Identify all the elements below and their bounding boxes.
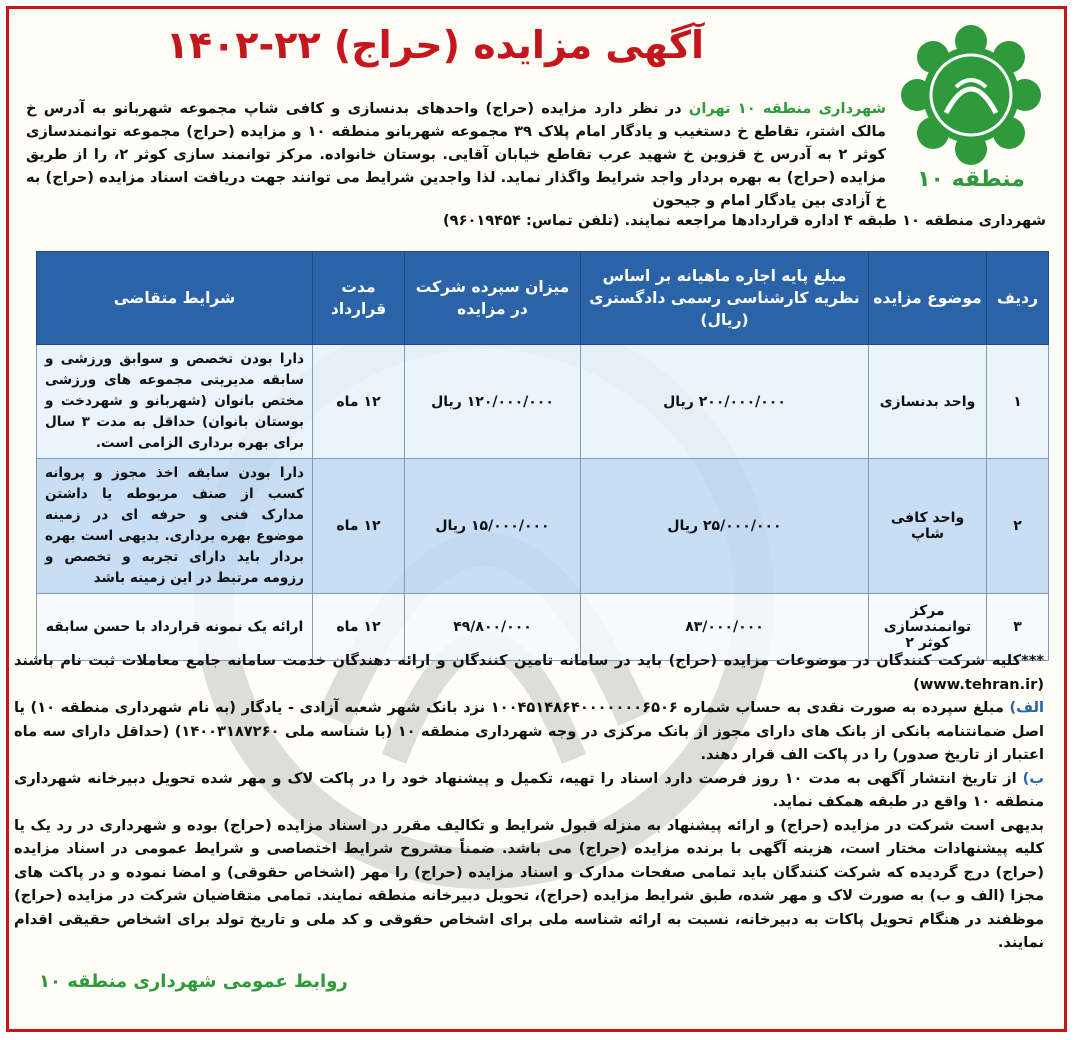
footer-signature: روابط عمومی شهرداری منطقه ۱۰ [39,971,348,992]
cell-duration: ۱۲ ماه [313,594,405,661]
header-duration: مدت قرارداد [313,252,405,345]
note-registration: ***کلیه شرکت کنندگان در موضوعات مزایده (حراج) باید در سامانه تامین کنندگان و ارائه دهندگان خدمت سامانه جامع معاملات ثبت نام باشند (www.tehran.ir) [14,652,1044,693]
cell-base-price: ۸۳/۰۰۰/۰۰۰ [581,594,869,661]
cell-subject: مرکز توانمندسازی کوثر ۲ [869,594,987,661]
header-conditions: شرایط متقاضی [37,252,313,345]
cell-base-price: ۲۵/۰۰۰/۰۰۰ ریال [581,459,869,594]
cell-duration: ۱۲ ماه [313,459,405,594]
ad-title: آگهی مزایده (حراج) ۲۲-۱۴۰۲ [165,23,704,67]
note-a-label: الف) [1009,699,1044,716]
cell-conditions: دارا بودن تخصص و سوابق ورزشی و سابقه مدیریتی مجموعه های ورزشی مختص بانوان (شهربانو و شهردخت و بوستان بانوان) حداقل به مدت ۳ سال برای بهره برداری الزامی است. [37,345,313,459]
cell-subject: واحد کافی شاپ [869,459,987,594]
note-b-text: از تاریخ انتشار آگهی به مدت ۱۰ روز فرصت دارد اسناد را تهیه، تکمیل و پیشنهاد خود را در پاکت لاک و مهر شده تحویل دبیرخانه شهرداری منطقه ۱۰ واقع در طبقه همکف نماید. [14,769,1044,810]
cell-row-number: ۲ [987,459,1049,594]
header-row-number: ردیف [987,252,1049,345]
note-a-text: مبلغ سپرده به صورت نقدی به حساب شماره ۱۰۰۴۵۱۴۸۶۴۰۰۰۰۰۰۰۶۵۰۶ نزد بانک شهر شعبه آزادی - یادگار (به نام شهرداری منطقه ۱۰) یا اصل ضمانتنامه بانکی از بانک های دارای مجوز از بانک مرکزی در وجه شهرداری منطقه ۱۰ (با شناسه ملی ۱۴۰۰۳۱۸۷۲۶۰) (حداقل دارای سه ماه اعتبار از تاریخ صدور) را در پاکت الف قرار دهند. [14,699,1044,763]
region-label: منطقه ۱۰ [917,167,1025,192]
note-a [14,696,1044,767]
auction-table [36,251,1049,661]
cell-deposit: ۱۵/۰۰۰/۰۰۰ ریال [405,459,581,594]
cell-deposit: ۱۲۰/۰۰۰/۰۰۰ ریال [405,345,581,459]
intro-paragraph [26,97,886,212]
cell-conditions: دارا بودن سابقه اخذ مجوز و پروانه کسب از صنف مربوطه یا داشتن مدارک فنی و حرفه ای در زمینه موضوع بهره برداری. بدیهی است بهره بردار باید دارای تجربه و تخصص و رزومه مرتبط در این زمینه باشد [37,459,313,594]
header-base-price: مبلغ پایه اجاره ماهیانه بر اساس نظریه کارشناسی رسمی دادگستری (ریال) [581,252,869,345]
header-deposit: میزان سپرده شرکت در مزایده [405,252,581,345]
note-general: بدیهی است شرکت در مزایده (حراج) و ارائه پیشنهاد به منزله قبول شرایط و تکالیف مقرر در اسناد مزایده (حراج) بوده و شهرداری در رد یک یا کلیه پیشنهادات مختار است، هزینه آگهی با برنده مزایده (حراج) می باشد. ضمناً مشروح شرایط اختصاصی و شرایط عمومی در اسناد مزایده (حراج) درج گردیده که شرکت کنندگان باید تمامی صفحات مدارک و اسناد مزایده (حراج) را مهر (اشخاص حقوقی) و امضا نموده و در پاکت های مجزا (الف و ب) به صورت لاک و مهر شده، طبق شرایط مزایده (حراج)، تحویل دبیرخانه منطقه نمایند. تمامی متقاضیان شرکت در مزایده (حراج) موظفند در هنگام تحویل پاکات به دبیرخانه، نسبت به ارائه شناسه ملی برای اشخاص حقوقی و کد ملی و تاریخ تولد برای اشخاص حقیقی اقدام نمایند. [14,816,1044,951]
table-row [37,459,1049,594]
note-b [14,767,1044,814]
table-row [37,345,1049,459]
duration-marker: ۱۲ ماه [336,393,381,410]
header-subject: موضوع مزایده [869,252,987,345]
tehran-municipality-emblem-icon [901,25,1041,165]
cell-duration [313,345,405,459]
intro-highlight: شهرداری منطقه ۱۰ تهران [688,100,886,117]
intro-text: در نظر دارد مزایده (حراج) واحدهای بدنسازی و کافی شاپ مجموعه شهربانو به آدرس خ مالک اشتر، تقاطع خ دستغیب و یادگار امام پلاک ۳۹ مجموعه شهربانو منطقه ۱۰ و مزایده (حراج) مجموعه توانمندسازی کوثر ۲ به آدرس خ قزوین خ شهید عرب تقاطع خیابان آقایی. بوستان خانواده. مرکز توانمند سازی کوثر ۲، را از طریق مزایده (حراج) به بهره بردار واجد شرایط واگذار نماید. لذا واجدین شرایط می توانند جهت دریافت اسناد مزایده (حراج) به خ آزادی بین یادگار امام و جیحون [26,100,886,209]
intro-contact-line: شهرداری منطقه ۱۰ طبقه ۴ اداره قراردادها مراجعه نمایند. (تلفن تماس: ۹۶۰۱۹۴۵۴) [443,212,1046,229]
cell-deposit: ۴۹/۸۰۰/۰۰۰ [405,594,581,661]
cell-row-number: ۳ [987,594,1049,661]
note-b-label: ب) [1022,769,1044,787]
ad-frame [6,6,1067,1032]
table-header-row [37,252,1049,345]
cell-row-number: ۱ [987,345,1049,459]
cell-conditions: ارائه یک نمونه قرارداد با حسن سابقه [37,594,313,661]
notes-section [14,649,1044,955]
municipality-logo [896,25,1046,192]
cell-subject: واحد بدنسازی [869,345,987,459]
cell-base-price: ۲۰۰/۰۰۰/۰۰۰ ریال [581,345,869,459]
